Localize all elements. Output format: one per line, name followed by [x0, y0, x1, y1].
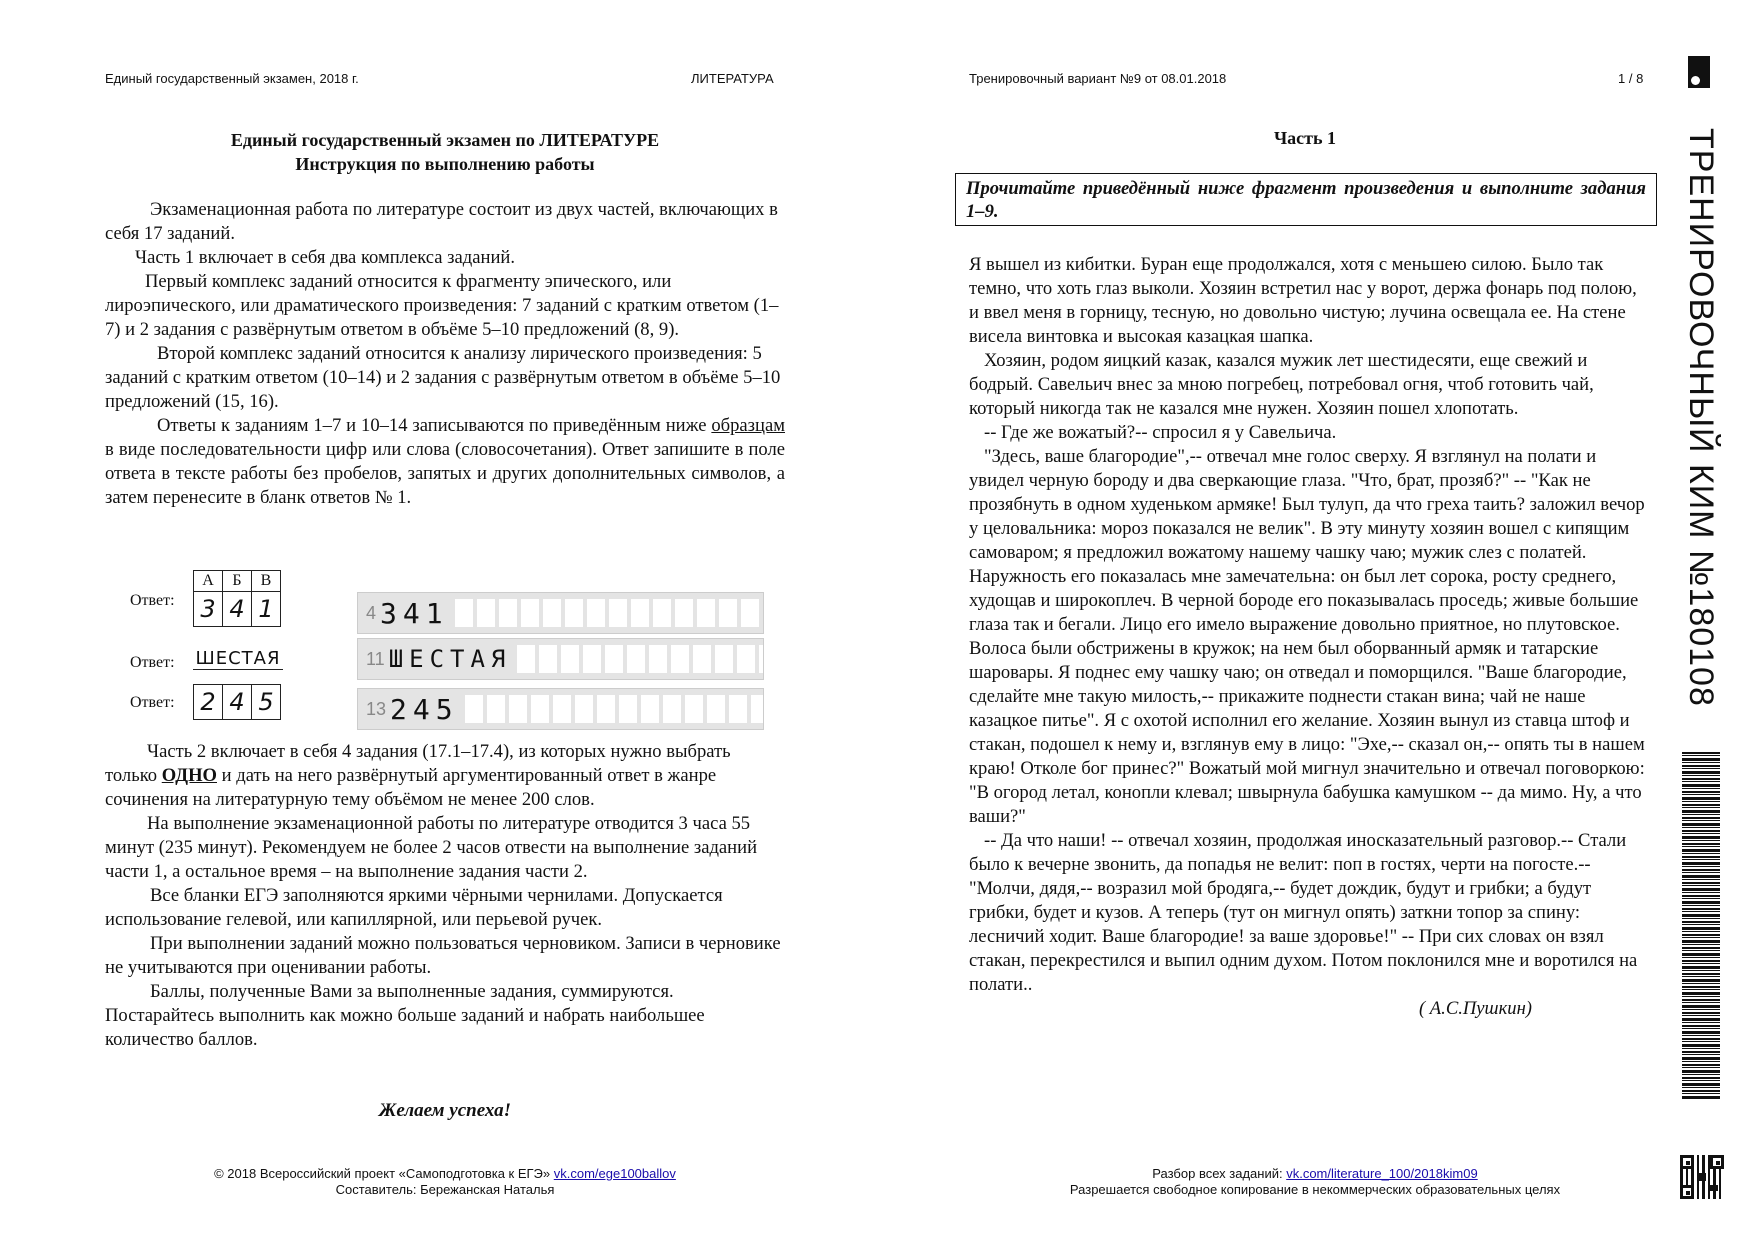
footer-line: Разрешается свободное копирование в некоммерческих образовательных целях — [1069, 1182, 1561, 1197]
text-span: в виде последовательности цифр или слова (словосочетания). Ответ запишите в поле ответа в тексте работы без пробелов, запятых и других дополнительных символов, а затем перенесите в бланк ответов № 1. — [105, 439, 785, 508]
header-variant: Тренировочный вариант №9 от 08.01.2018 — [969, 71, 1227, 86]
part-title: Часть 1 — [1273, 128, 1337, 148]
paragraph — [105, 740, 785, 812]
footer-line — [1000, 1166, 1630, 1182]
blank-task-number: 11 — [366, 648, 385, 669]
wish-text: Желаем успеха! — [378, 1100, 512, 1121]
digit-cell: 5 — [252, 685, 281, 720]
digit-answer — [193, 684, 281, 720]
footer-line: Составитель: Бережанская Наталья — [335, 1182, 555, 1197]
paragraph: Часть 1 включает в себя два комплекса заданий. — [135, 247, 515, 268]
table-cell: 3 — [194, 592, 223, 627]
text-span: Ответы к заданиям 1–7 и 10–14 записываются по приведённым ниже — [157, 415, 712, 436]
paragraph: "Здесь, ваше благородие",-- отвечал мне голос сверху. Я взглянул на полати и увидел черную бороду и два сверкающие глаза. "Что, брат, прозяб?" -- "Как не прозябнуть в одном худеньком армяке! Был тулуп, да что греха таить? заложил вечор у целовальника: мороз показался не велик". В эту минуту хозяин вошел с кипящим самоваром; я предложил вожатому нашему чашку чаю; мужик слез с полатей. Наружность его показалась мне замечательна: он был лет сорока, росту среднего, худощав и широкоплеч. В черной бороде его показывалась проседь; живые большие глаза так и бегали. Лицо его имело выражение довольно приятное, но плутовское. Волоса были обстрижены в кружок; на нем был оборванный армяк и татарские шаровары. Я поднес ему чашку чаю; он отведал и поморщился. "Ваше благородие, сделайте мне такую милость,-- прикажите поднести стакан вина; чай не наше казацкое питье". Я с охотой исполнил его желание. Хозяин вынул из ставца штоф и стакан, подошел к нему и, взглянув ему в лицо: "Эхе,-- сказал он,-- опять ты в нашем краю! Отколе бог принес?" Вожатый мой мигнул значительно и отвечал поговоркою: "В огород летал, конопли клевал; швырнула бабушка камушком -- да мимо. Ну, а что ваши?" — [969, 446, 1645, 827]
word-answer: ШЕСТАЯ — [193, 648, 283, 670]
blank-value: 245 — [390, 692, 459, 726]
paragraph: При выполнении заданий можно пользоваться черновиком. Записи в черновике не учитываются при оценивании работы. — [105, 933, 781, 978]
answer-blank-row — [357, 592, 764, 634]
blank-cells — [455, 599, 763, 627]
paragraph: -- Где же вожатый?-- спросил я у Савельича. — [984, 422, 1337, 443]
paragraph: -- Да что наши! -- отвечал хозяин, продолжая иносказательный разговор.-- Стали было к вечерне звонить, да попадья не велит: поп в гостях, черти на погосте.-- "Молчи, дядя,-- возразил мой бродяга,-- будет дождик, будут и грибки; а будут грибки, будет и кузов. А теперь (тут он мигнул опять) заткни топор за спину: лесничий ходит. Ваше благородие! за ваше здоровье!" -- При сих словах он взял стакан, перекрестился и выпил одним духом. Потом поклонился мне и воротился на полати.. — [969, 830, 1638, 995]
footer-text: © 2018 Всероссийский проект «Самоподготовка к ЕГЭ» — [214, 1166, 554, 1181]
table-cell: 1 — [252, 592, 281, 627]
blank-cells — [465, 695, 763, 723]
paragraph: Экзаменационная работа по литературе состоит из двух частей, включающих в себя 17 заданий. — [105, 199, 778, 244]
paragraph — [105, 414, 785, 510]
answer-blank-row — [357, 638, 764, 680]
author: ( А.С.Пушкин) — [1418, 998, 1532, 1019]
answer-label: Ответ: — [130, 654, 175, 671]
instructions-block — [105, 198, 785, 510]
instructions-block-2 — [105, 740, 785, 1052]
paragraph: Хозяин, родом яицкий казак, казался мужик лет шестидесяти, еще свежий и бодрый. Савельич внес за мною погребец, потребовал огня, чтоб готовить чай, который никогда так не казался мне нужен. Хозяин пошел хлопотать. — [969, 350, 1594, 419]
digit-cell: 2 — [194, 685, 223, 720]
page-title: Единый государственный экзамен по ЛИТЕРАТУРЕ — [230, 130, 660, 150]
blank-value: 341 — [380, 596, 449, 630]
blank-value: ШЕСТАЯ — [388, 645, 512, 673]
left-footer — [105, 1166, 785, 1198]
page-subtitle: Инструкция по выполнению работы — [295, 154, 595, 174]
blank-task-number: 4 — [366, 602, 377, 623]
answer-label: Ответ: — [130, 592, 175, 609]
paragraph: Я вышел из кибитки. Буран еще продолжался, хотя с меньшею силою. Было так темно, что хоть глаз выколи. Хозяин встретил нас у ворот, держа фонарь под полою, и ввел меня в горницу, тесную, но довольно чистую; лучина освещала ее. На стене висела винтовка и высокая казацкая шапка. — [969, 254, 1637, 347]
table-header: А — [194, 571, 223, 592]
digit-cell: 4 — [223, 685, 252, 720]
header-subject: ЛИТЕРАТУРА — [691, 71, 774, 86]
paragraph: Первый комплекс заданий относится к фрагменту эпического, или лироэпического, или драматического произведения: 7 заданий с кратким ответом (1–7) и 2 задания с развёрнутым ответом в объёме 5–10 предложений (8, 9). — [105, 271, 779, 340]
right-footer — [1000, 1166, 1630, 1198]
paragraph: Все бланки ЕГЭ заполняются яркими чёрными чернилами. Допускается использование гелевой, или капиллярной, или перьевой ручек. — [105, 885, 723, 930]
literary-fragment — [969, 253, 1647, 1021]
table-header: Б — [223, 571, 252, 592]
text-span: и дать на него развёрнутый аргументированный ответ в жанре сочинения на литературную тему объёмом не менее 200 слов. — [105, 765, 717, 810]
vertical-kim-label: ТРЕНИРОВОЧНЫЙ КИМ №180108 — [1682, 128, 1720, 707]
paragraph: На выполнение экзаменационной работы по литературе отводится 3 часа 55 минут (235 минут). Рекомендуем не более 2 часов отвести на выполнение заданий части 1, а остальное время – на выполнение задания части 2. — [105, 813, 758, 882]
instruction-box: Прочитайте приведённый ниже фрагмент произведения и выполните задания 1–9. — [955, 173, 1657, 226]
footer-link[interactable]: vk.com/literature_100/2018kim09 — [1286, 1166, 1478, 1181]
table-header: В — [252, 571, 281, 592]
blank-cells — [517, 645, 763, 673]
header-exam-title: Единый государственный экзамен, 2018 г. — [105, 71, 359, 86]
text-span: Часть 2 включает в себя 4 задания (17.1–17.4), из которых нужно выбрать только — [105, 741, 731, 786]
answer-table — [193, 570, 281, 627]
corner-marker-icon — [1688, 56, 1710, 88]
samples-link: образцам — [711, 415, 785, 436]
paragraph: Второй комплекс заданий относится к анализу лирического произведения: 5 заданий с кратким ответом (10–14) и 2 задания с развёрнутым ответом в объёме 5–10 предложений (15, 16). — [105, 343, 781, 412]
footer-line — [105, 1166, 785, 1182]
blank-task-number: 13 — [366, 698, 387, 719]
footer-link[interactable]: vk.com/ege100ballov — [553, 1166, 676, 1181]
header-page-number: 1 / 8 — [1618, 71, 1644, 86]
paragraph: Баллы, полученные Вами за выполненные задания, суммируются. Постарайтесь выполнить как можно больше заданий и набрать наибольшее количество баллов. — [105, 981, 705, 1050]
emphasis: ОДНО — [161, 765, 217, 786]
footer-text: Разбор всех заданий: — [1152, 1166, 1287, 1181]
table-cell: 4 — [223, 592, 252, 627]
qr-code-icon — [1680, 1155, 1724, 1199]
answer-blank-row — [357, 688, 764, 730]
answer-label: Ответ: — [130, 694, 175, 711]
barcode-icon — [1682, 752, 1720, 1100]
